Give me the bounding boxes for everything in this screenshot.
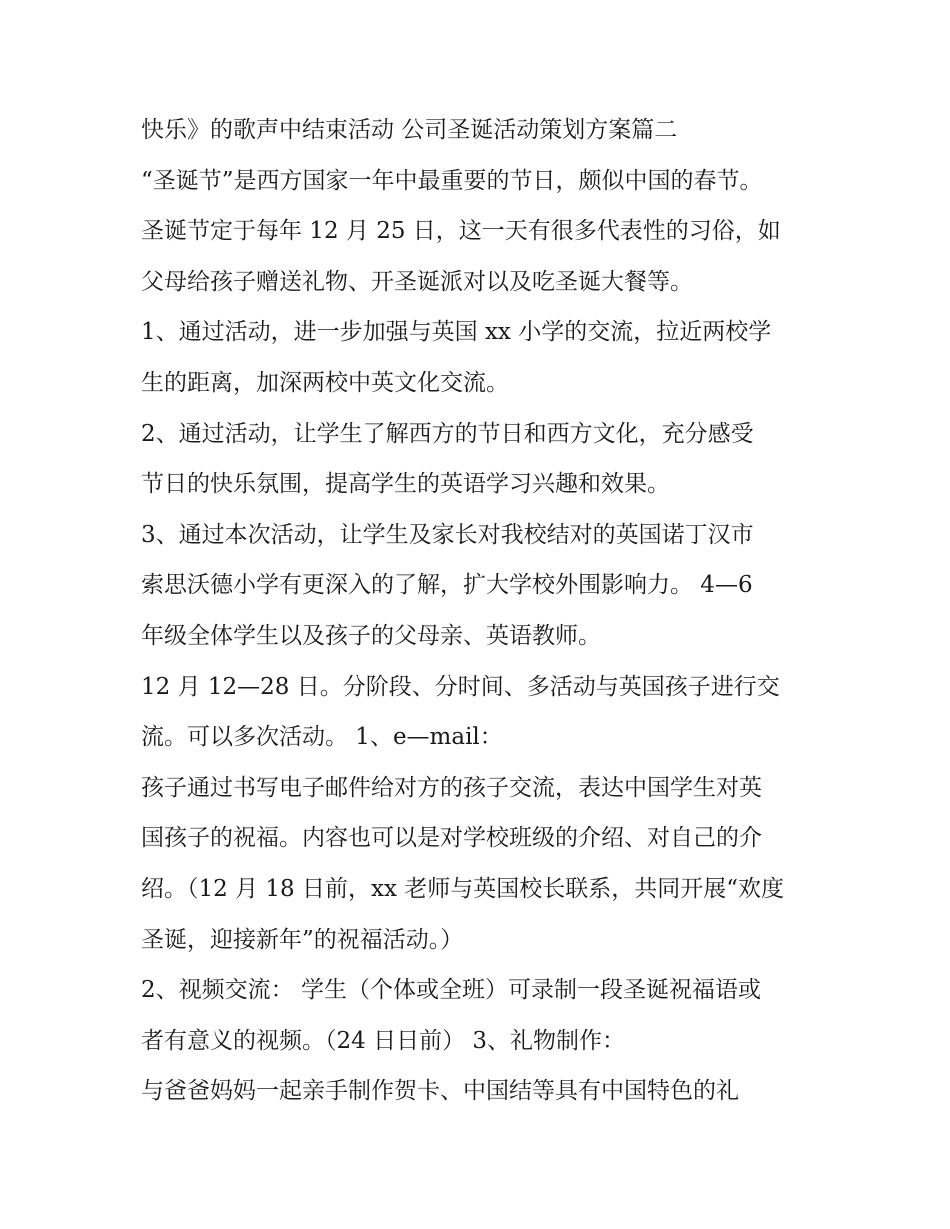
text-line: “圣诞节”是西方国家一年中最重要的节日，颇似中国的春节。 — [141, 167, 763, 194]
text-line: 圣诞，迎接新年”的祝福活动。） — [141, 926, 464, 953]
document-body — [141, 109, 831, 1121]
text-line: 12 月 12—28 日。分阶段、分时间、多活动与英国孩子进行交 — [141, 673, 780, 700]
text-line: 2、视频交流： 学生（个体或全班）可录制一段圣诞祝福语或 — [141, 977, 761, 1004]
text-line: 绍。（12 月 18 日前，xx 老师与英国校长联系，共同开展“欢度 — [141, 875, 784, 902]
text-line: 流。可以多次活动。 1、e—mail： — [141, 724, 503, 751]
text-line: 节日的快乐氛围，提高学生的英语学习兴趣和效果。 — [141, 471, 670, 498]
text-line: 者有意义的视频。（24 日日前） 3、礼物制作： — [141, 1027, 626, 1054]
text-line: 快乐》的歌声中结束活动 公司圣诞活动策划方案篇二 — [141, 117, 678, 143]
text-line: 1、通过活动，进一步加强与英国 xx 小学的交流，拉近两校学 — [141, 319, 772, 346]
text-line: 2、通过活动，让学生了解西方的节日和西方文化，充分感受 — [141, 420, 754, 447]
text-line: 孩子通过书写电子邮件给对方的孩子交流，表达中国学生对英 — [141, 774, 762, 801]
text-line: 年级全体学生以及孩子的父母亲、英语教师。 — [141, 622, 601, 649]
text-line: 与爸爸妈妈一起亲手制作贺卡、中国结等具有中国特色的礼 — [141, 1078, 739, 1105]
text-line: 生的距离，加深两校中英文化交流。 — [141, 369, 509, 396]
text-line: 索思沃德小学有更深入的了解，扩大学校外围影响力。 4—6 — [141, 572, 753, 599]
text-line: 国孩子的祝福。内容也可以是对学校班级的介绍、对自己的介 — [141, 825, 762, 852]
text-line: 圣诞节定于每年 12 月 25 日，这一天有很多代表性的习俗，如 — [141, 218, 781, 245]
text-line: 父母给孩子赠送礼物、开圣诞派对以及吃圣诞大餐等。 — [141, 268, 693, 295]
text-line: 3、通过本次活动，让学生及家长对我校结对的英国诺丁汉市 — [141, 521, 754, 548]
